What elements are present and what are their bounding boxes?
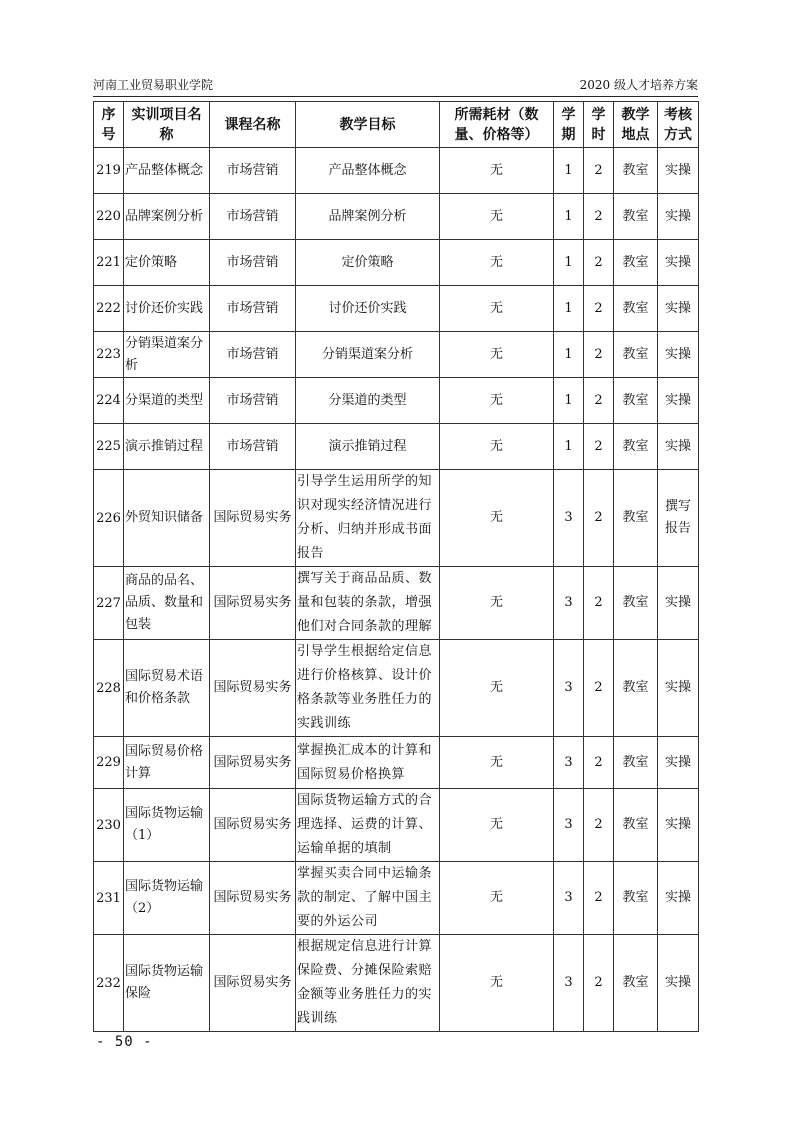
table-row	[94, 567, 699, 640]
cell-place: 教室	[614, 935, 658, 1032]
cell-materials: 无	[440, 286, 554, 332]
cell-course: 市场营销	[210, 194, 296, 240]
cell-place: 教室	[614, 332, 658, 378]
cell-assess: 实操	[658, 935, 699, 1032]
cell-course: 市场营销	[210, 286, 296, 332]
cell-term: 1	[554, 148, 584, 194]
cell-term: 1	[554, 378, 584, 424]
col-header-no: 序号	[94, 102, 124, 148]
cell-course: 市场营销	[210, 240, 296, 286]
cell-item: 产品整体概念	[124, 148, 210, 194]
cell-place: 教室	[614, 789, 658, 862]
cell-goal: 根据规定信息进行计算保险费、分摊保险索赔金额等业务胜任力的实践训练	[296, 935, 440, 1032]
cell-hours: 2	[584, 789, 614, 862]
cell-course: 国际贸易实务	[210, 567, 296, 640]
cell-no: 232	[94, 935, 124, 1032]
table-row	[94, 240, 699, 286]
cell-assess: 撰写报告	[658, 470, 699, 567]
cell-term: 3	[554, 789, 584, 862]
cell-goal: 撰写关于商品品质、数量和包装的条款，增强他们对合同条款的理解	[296, 567, 440, 640]
cell-goal: 讨价还价实践	[296, 286, 440, 332]
table-row	[94, 286, 699, 332]
cell-hours: 2	[584, 194, 614, 240]
cell-materials: 无	[440, 424, 554, 470]
cell-place: 教室	[614, 567, 658, 640]
col-header-materials: 所需耗材（数量、价格等）	[440, 102, 554, 148]
table-row	[94, 424, 699, 470]
cell-materials: 无	[440, 935, 554, 1032]
cell-item: 国际货物运输（2）	[124, 862, 210, 935]
cell-item: 分销渠道案分析	[124, 332, 210, 378]
cell-goal: 分销渠道案分析	[296, 332, 440, 378]
cell-hours: 2	[584, 935, 614, 1032]
cell-goal: 定价策略	[296, 240, 440, 286]
table-row	[94, 935, 699, 1032]
document-title: 2020 级人才培养方案	[579, 78, 698, 92]
table-header-row	[94, 102, 699, 148]
cell-no: 226	[94, 470, 124, 567]
col-header-place: 教学地点	[614, 102, 658, 148]
cell-term: 3	[554, 862, 584, 935]
cell-no: 229	[94, 737, 124, 789]
cell-course: 国际贸易实务	[210, 862, 296, 935]
table-row	[94, 862, 699, 935]
cell-materials: 无	[440, 737, 554, 789]
cell-assess: 实操	[658, 567, 699, 640]
cell-materials: 无	[440, 332, 554, 378]
cell-materials: 无	[440, 640, 554, 737]
page-header	[93, 76, 698, 94]
cell-place: 教室	[614, 470, 658, 567]
cell-course: 国际贸易实务	[210, 640, 296, 737]
cell-materials: 无	[440, 789, 554, 862]
cell-item: 商品的品名、品质、数量和包装	[124, 567, 210, 640]
col-header-assess: 考核方式	[658, 102, 699, 148]
cell-materials: 无	[440, 240, 554, 286]
cell-course: 国际贸易实务	[210, 935, 296, 1032]
cell-assess: 实操	[658, 424, 699, 470]
table-row	[94, 737, 699, 789]
cell-hours: 2	[584, 640, 614, 737]
cell-goal: 掌握换汇成本的计算和国际贸易价格换算	[296, 737, 440, 789]
cell-goal: 产品整体概念	[296, 148, 440, 194]
cell-assess: 实操	[658, 789, 699, 862]
cell-no: 230	[94, 789, 124, 862]
cell-term: 1	[554, 240, 584, 286]
col-header-item: 实训项目名称	[124, 102, 210, 148]
cell-assess: 实操	[658, 240, 699, 286]
cell-item: 定价策略	[124, 240, 210, 286]
cell-item: 演示推销过程	[124, 424, 210, 470]
cell-term: 1	[554, 424, 584, 470]
cell-term: 3	[554, 640, 584, 737]
cell-hours: 2	[584, 378, 614, 424]
cell-place: 教室	[614, 378, 658, 424]
cell-no: 221	[94, 240, 124, 286]
cell-no: 223	[94, 332, 124, 378]
cell-assess: 实操	[658, 332, 699, 378]
cell-place: 教室	[614, 640, 658, 737]
cell-course: 国际贸易实务	[210, 470, 296, 567]
cell-place: 教室	[614, 286, 658, 332]
col-header-term: 学期	[554, 102, 584, 148]
cell-place: 教室	[614, 737, 658, 789]
cell-no: 228	[94, 640, 124, 737]
cell-place: 教室	[614, 194, 658, 240]
cell-term: 1	[554, 332, 584, 378]
cell-course: 市场营销	[210, 424, 296, 470]
table-row	[94, 640, 699, 737]
cell-place: 教室	[614, 862, 658, 935]
cell-item: 分渠道的类型	[124, 378, 210, 424]
col-header-course: 课程名称	[210, 102, 296, 148]
cell-hours: 2	[584, 286, 614, 332]
cell-item: 外贸知识储备	[124, 470, 210, 567]
institution-name: 河南工业贸易职业学院	[93, 78, 214, 92]
cell-item: 国际贸易价格计算	[124, 737, 210, 789]
cell-course: 国际贸易实务	[210, 737, 296, 789]
cell-hours: 2	[584, 862, 614, 935]
cell-term: 3	[554, 470, 584, 567]
cell-materials: 无	[440, 470, 554, 567]
cell-course: 市场营销	[210, 148, 296, 194]
cell-assess: 实操	[658, 148, 699, 194]
cell-hours: 2	[584, 737, 614, 789]
cell-no: 222	[94, 286, 124, 332]
cell-hours: 2	[584, 148, 614, 194]
cell-no: 220	[94, 194, 124, 240]
table-row	[94, 194, 699, 240]
cell-assess: 实操	[658, 286, 699, 332]
col-header-hours: 学时	[584, 102, 614, 148]
cell-goal: 演示推销过程	[296, 424, 440, 470]
cell-term: 3	[554, 567, 584, 640]
cell-goal: 品牌案例分析	[296, 194, 440, 240]
cell-item: 国际货物运输保险	[124, 935, 210, 1032]
col-header-goal: 教学目标	[296, 102, 440, 148]
cell-assess: 实操	[658, 737, 699, 789]
cell-no: 219	[94, 148, 124, 194]
training-table	[93, 101, 699, 1032]
cell-course: 市场营销	[210, 378, 296, 424]
cell-term: 3	[554, 935, 584, 1032]
cell-hours: 2	[584, 470, 614, 567]
cell-course: 市场营销	[210, 332, 296, 378]
table-row	[94, 332, 699, 378]
cell-item: 品牌案例分析	[124, 194, 210, 240]
cell-hours: 2	[584, 567, 614, 640]
cell-place: 教室	[614, 240, 658, 286]
cell-assess: 实操	[658, 640, 699, 737]
cell-materials: 无	[440, 148, 554, 194]
cell-materials: 无	[440, 567, 554, 640]
cell-goal: 引导学生运用所学的知识对现实经济情况进行分析、归纳并形成书面报告	[296, 470, 440, 567]
cell-materials: 无	[440, 194, 554, 240]
cell-no: 225	[94, 424, 124, 470]
cell-goal: 掌握买卖合同中运输条款的制定、了解中国主要的外运公司	[296, 862, 440, 935]
cell-item: 国际贸易术语和价格条款	[124, 640, 210, 737]
cell-materials: 无	[440, 378, 554, 424]
cell-item: 讨价还价实践	[124, 286, 210, 332]
cell-item: 国际货物运输（1）	[124, 789, 210, 862]
cell-place: 教室	[614, 424, 658, 470]
cell-hours: 2	[584, 332, 614, 378]
cell-materials: 无	[440, 862, 554, 935]
cell-place: 教室	[614, 148, 658, 194]
cell-term: 1	[554, 286, 584, 332]
cell-goal: 分渠道的类型	[296, 378, 440, 424]
cell-assess: 实操	[658, 862, 699, 935]
table-row	[94, 470, 699, 567]
cell-assess: 实操	[658, 378, 699, 424]
cell-course: 国际贸易实务	[210, 789, 296, 862]
cell-no: 231	[94, 862, 124, 935]
cell-goal: 引导学生根据给定信息进行价格核算、设计价格条款等业务胜任力的实践训练	[296, 640, 440, 737]
table-row	[94, 148, 699, 194]
cell-term: 3	[554, 737, 584, 789]
header-rule	[93, 96, 698, 97]
cell-hours: 2	[584, 424, 614, 470]
page-number: - 50 -	[96, 1034, 153, 1050]
table-row	[94, 378, 699, 424]
table-row	[94, 789, 699, 862]
cell-hours: 2	[584, 240, 614, 286]
cell-assess: 实操	[658, 194, 699, 240]
cell-goal: 国际货物运输方式的合理选择、运费的计算、运输单据的填制	[296, 789, 440, 862]
cell-term: 1	[554, 194, 584, 240]
cell-no: 224	[94, 378, 124, 424]
cell-no: 227	[94, 567, 124, 640]
